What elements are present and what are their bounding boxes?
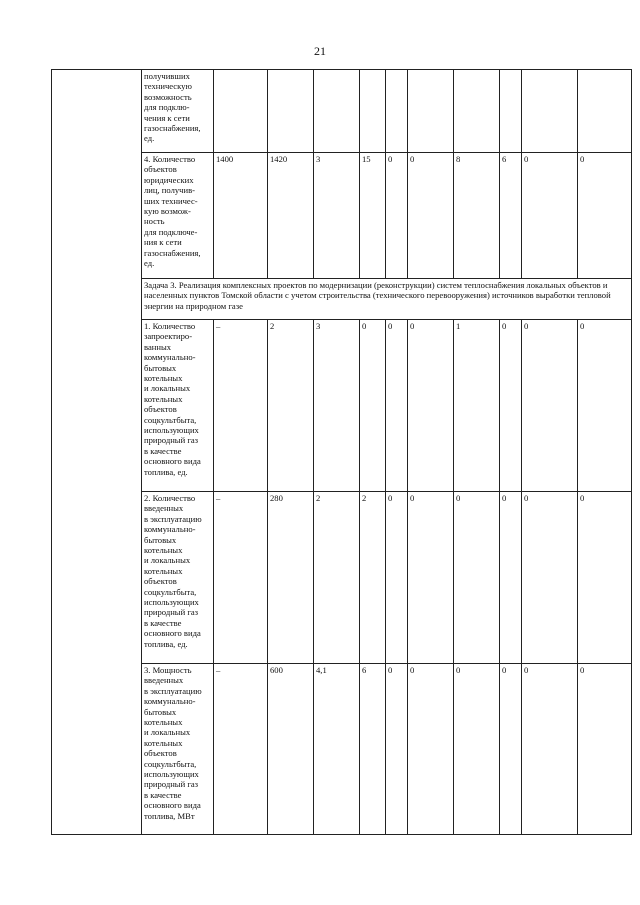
value-cell <box>314 70 360 153</box>
indicator-label: 2. Количество введенных в эксплуатацию коммунально- бытовых котельных и локальных котельных объектов соцкультбыта, использующих природный газ в качестве основного вида топлива, ед. <box>142 492 214 664</box>
value-cell <box>522 70 578 153</box>
value-cell <box>454 70 500 153</box>
indicators-table <box>51 69 632 835</box>
value-cell: 1 <box>454 320 500 492</box>
value-cell: 0 <box>578 492 632 664</box>
value-cell: 3 <box>314 320 360 492</box>
value-cell: 0 <box>522 153 578 279</box>
value-cell: 6 <box>360 664 386 835</box>
value-cell: – <box>214 320 268 492</box>
value-cell: 1400 <box>214 153 268 279</box>
indicator-label: 4. Количество объектов юридических лиц, получив- ших техничес- кую возмож- ность для подключе- ния к сети газоснабжения, ед. <box>142 153 214 279</box>
value-cell: 15 <box>360 153 386 279</box>
value-cell <box>500 70 522 153</box>
value-cell: 600 <box>268 664 314 835</box>
value-cell: 6 <box>500 153 522 279</box>
task-heading: Задача 3. Реализация комплексных проектов по модернизации (реконструкции) систем теплоснабжения локальных объектов и населенных пунктов Томской области с учетом строительства (технического перевооружения) источников выработки тепловой энергии на природном газе <box>142 279 632 320</box>
value-cell: 0 <box>408 664 454 835</box>
value-cell: 0 <box>522 320 578 492</box>
table-row <box>52 70 632 153</box>
value-cell <box>386 70 408 153</box>
value-cell: 0 <box>522 664 578 835</box>
value-cell: 2 <box>268 320 314 492</box>
value-cell: 2 <box>360 492 386 664</box>
value-cell: 1420 <box>268 153 314 279</box>
value-cell: 0 <box>408 320 454 492</box>
value-cell <box>214 70 268 153</box>
value-cell <box>268 70 314 153</box>
value-cell: 0 <box>500 492 522 664</box>
value-cell: 0 <box>500 320 522 492</box>
page-number: 21 <box>314 44 326 58</box>
value-cell: 2 <box>314 492 360 664</box>
value-cell: 0 <box>360 320 386 492</box>
indicator-label: 1. Количество запроектиро- ванных коммунально- бытовых котельных и локальных котельных объектов соцкультбыта, использующих природный газ в качестве основного вида топлива, ед. <box>142 320 214 492</box>
value-cell <box>578 70 632 153</box>
value-cell: 8 <box>454 153 500 279</box>
value-cell: 0 <box>578 153 632 279</box>
value-cell: 0 <box>578 320 632 492</box>
indicator-label: получивших техническую возможность для подклю- чения к сети газоснабжения, ед. <box>142 70 214 153</box>
value-cell <box>408 70 454 153</box>
value-cell <box>360 70 386 153</box>
value-cell: 0 <box>386 492 408 664</box>
value-cell: – <box>214 492 268 664</box>
value-cell: 3 <box>314 153 360 279</box>
value-cell: 0 <box>454 492 500 664</box>
value-cell: – <box>214 664 268 835</box>
value-cell: 0 <box>386 153 408 279</box>
blank-column-cell <box>52 70 142 835</box>
value-cell: 0 <box>408 153 454 279</box>
value-cell: 0 <box>386 664 408 835</box>
value-cell: 0 <box>522 492 578 664</box>
value-cell: 0 <box>454 664 500 835</box>
value-cell: 280 <box>268 492 314 664</box>
value-cell: 0 <box>386 320 408 492</box>
value-cell: 4,1 <box>314 664 360 835</box>
value-cell: 0 <box>500 664 522 835</box>
indicator-label: 3. Мощность введенных в эксплуатацию коммунально- бытовых котельных и локальных котельных объектов соцкультбыта, использующих природный газ в качестве основного вида топлива, МВт <box>142 664 214 835</box>
value-cell: 0 <box>408 492 454 664</box>
value-cell: 0 <box>578 664 632 835</box>
